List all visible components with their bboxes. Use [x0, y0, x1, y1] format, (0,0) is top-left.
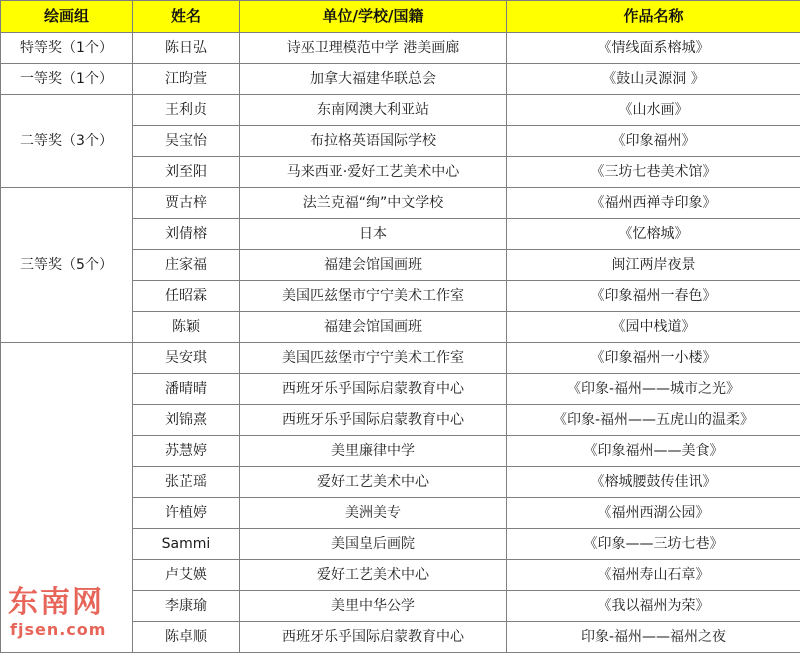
name-cell: Sammi — [133, 529, 240, 560]
award-group-cell: 二等奖（3个） — [1, 95, 133, 188]
name-cell: 陈日弘 — [133, 33, 240, 64]
unit-cell: 福建会馆国画班 — [240, 312, 507, 343]
name-cell: 贾古梓 — [133, 188, 240, 219]
work-cell: 《鼓山灵源洞 》 — [507, 64, 800, 95]
work-cell: 《印象福州——美食》 — [507, 436, 800, 467]
unit-cell: 美国匹兹堡市宁宁美术工作室 — [240, 281, 507, 312]
award-group-cell: 三等奖（5个） — [1, 188, 133, 343]
work-cell: 《印象-福州——城市之光》 — [507, 374, 800, 405]
name-cell: 卢艾媖 — [133, 560, 240, 591]
name-cell: 吴安琪 — [133, 343, 240, 374]
unit-cell: 布拉格英语国际学校 — [240, 126, 507, 157]
header-group: 绘画组 — [1, 1, 133, 33]
unit-cell: 美里廉律中学 — [240, 436, 507, 467]
header-work: 作品名称 — [507, 1, 800, 33]
award-group-cell: 特等奖（1个） — [1, 33, 133, 64]
name-cell: 庄家福 — [133, 250, 240, 281]
name-cell: 陈卓顺 — [133, 622, 240, 653]
name-cell: 刘至阳 — [133, 157, 240, 188]
work-cell: 《印象福州一小楼》 — [507, 343, 800, 374]
unit-cell: 西班牙乐乎国际启蒙教育中心 — [240, 405, 507, 436]
work-cell: 《三坊七巷美术馆》 — [507, 157, 800, 188]
unit-cell: 西班牙乐乎国际启蒙教育中心 — [240, 622, 507, 653]
work-cell: 印象-福州——福州之夜 — [507, 622, 800, 653]
unit-cell: 美洲美专 — [240, 498, 507, 529]
work-cell: 《印象-福州——五虎山的温柔》 — [507, 405, 800, 436]
work-cell: 闽江两岸夜景 — [507, 250, 800, 281]
name-cell: 张芷瑶 — [133, 467, 240, 498]
work-cell: 《福州西禅寺印象》 — [507, 188, 800, 219]
name-cell: 江昀萱 — [133, 64, 240, 95]
table-row — [1, 95, 800, 126]
name-cell: 王利贞 — [133, 95, 240, 126]
table-row — [1, 33, 800, 64]
name-cell: 刘倩榕 — [133, 219, 240, 250]
work-cell: 《我以福州为荣》 — [507, 591, 800, 622]
table-row — [1, 188, 800, 219]
unit-cell: 法兰克福“绚”中文学校 — [240, 188, 507, 219]
award-group-cell: 一等奖（1个） — [1, 64, 133, 95]
work-cell: 《福州寿山石章》 — [507, 560, 800, 591]
watermark-logo: 东南网 — [8, 585, 104, 620]
unit-cell: 日本 — [240, 219, 507, 250]
unit-cell: 爱好工艺美术中心 — [240, 467, 507, 498]
work-cell: 《情线面系榕城》 — [507, 33, 800, 64]
work-cell: 《忆榕城》 — [507, 219, 800, 250]
unit-cell: 诗巫卫理模范中学 港美画廊 — [240, 33, 507, 64]
name-cell: 陈颖 — [133, 312, 240, 343]
unit-cell: 美国匹兹堡市宁宁美术工作室 — [240, 343, 507, 374]
work-cell: 《印象福州一春色》 — [507, 281, 800, 312]
work-cell: 《山水画》 — [507, 95, 800, 126]
watermark-url: fjsen.com — [10, 620, 107, 639]
name-cell: 任昭霖 — [133, 281, 240, 312]
header-unit: 单位/学校/国籍 — [240, 1, 507, 33]
work-cell: 《印象——三坊七巷》 — [507, 529, 800, 560]
work-cell: 《榕城腰鼓传佳讯》 — [507, 467, 800, 498]
site-watermark — [8, 583, 128, 643]
unit-cell: 福建会馆国画班 — [240, 250, 507, 281]
work-cell: 《园中栈道》 — [507, 312, 800, 343]
table-row — [1, 64, 800, 95]
table-row — [1, 343, 800, 374]
unit-cell: 爱好工艺美术中心 — [240, 560, 507, 591]
header-name: 姓名 — [133, 1, 240, 33]
unit-cell: 东南网澳大利亚站 — [240, 95, 507, 126]
work-cell: 《印象福州》 — [507, 126, 800, 157]
unit-cell: 美里中华公学 — [240, 591, 507, 622]
name-cell: 潘晴晴 — [133, 374, 240, 405]
name-cell: 苏慧婷 — [133, 436, 240, 467]
name-cell: 李康瑜 — [133, 591, 240, 622]
work-cell: 《福州西湖公园》 — [507, 498, 800, 529]
unit-cell: 美国皇后画院 — [240, 529, 507, 560]
name-cell: 吴宝怡 — [133, 126, 240, 157]
unit-cell: 加拿大福建华联总会 — [240, 64, 507, 95]
unit-cell: 西班牙乐乎国际启蒙教育中心 — [240, 374, 507, 405]
name-cell: 许植婷 — [133, 498, 240, 529]
unit-cell: 马来西亚·爱好工艺美术中心 — [240, 157, 507, 188]
header-row — [1, 1, 800, 33]
name-cell: 刘锦熹 — [133, 405, 240, 436]
